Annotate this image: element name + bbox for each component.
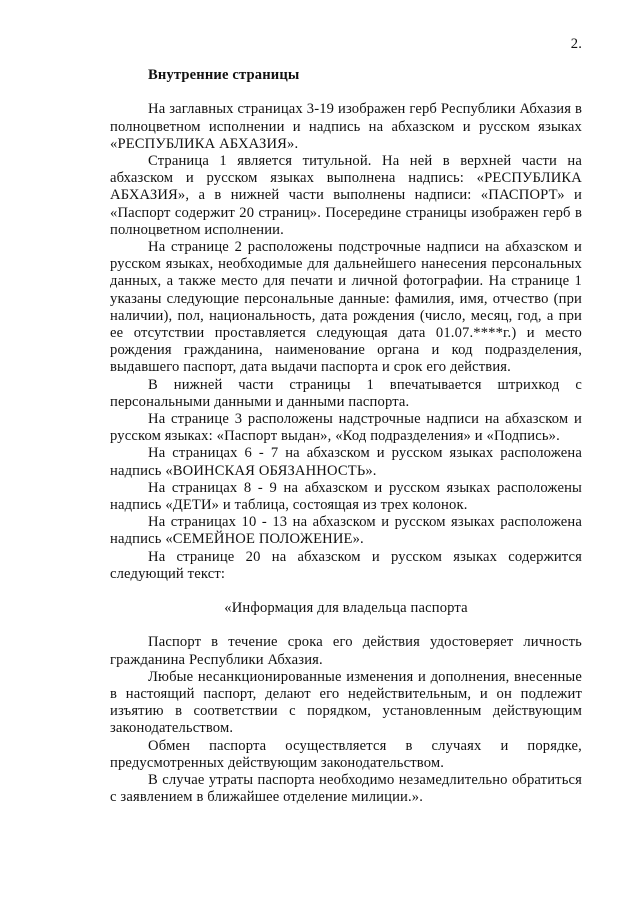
- paragraph: Любые несанкционированные изменения и дополнения, внесенные в настоящий паспорт, делают его недействительным, и он подлежит изъятию в соответствии с порядком, установленным действующим законодательством.: [110, 668, 582, 737]
- paragraph: На страницах 6 - 7 на абхазском и русском языках расположена надпись «ВОИНСКАЯ ОБЯЗАННОСТЬ».: [110, 445, 582, 479]
- paragraph: Страница 1 является титульной. На ней в верхней части на абхазском и русском языках выполнена надпись: «РЕСПУБЛИКА АБХАЗИЯ», а в нижней части выполнены надписи: «ПАСПОРТ» и «Паспорт содержит 20 страниц». Посередине страницы изображен герб в полноцветном исполнении.: [110, 153, 582, 238]
- paragraph: Обмен паспорта осуществляется в случаях и порядке, предусмотренных действующим законодательством.: [110, 737, 582, 771]
- document-content: [110, 36, 582, 806]
- section-heading: Внутренние страницы: [148, 67, 300, 84]
- paragraph: На страницах 10 - 13 на абхазском и русском языках расположена надпись «СЕМЕЙНОЕ ПОЛОЖЕНИЕ».: [110, 514, 582, 548]
- paragraph: На страницах 8 - 9 на абхазском и русском языках расположены надпись «ДЕТИ» и таблица, состоящая из трех колонок.: [110, 479, 582, 514]
- paragraph: В нижней части страницы 1 впечатывается штрихкод с персональными данными и данными паспорта.: [110, 376, 582, 410]
- paragraph: Паспорт в течение срока его действия удостоверяет личность гражданина Республики Абхазия.: [110, 634, 582, 668]
- paragraph: На заглавных страницах 3-19 изображен герб Республики Абхазия в полноцветном исполнении и надпись на абхазском и русском языках «РЕСПУБЛИКА АБХАЗИЯ».: [110, 101, 582, 152]
- paragraph: На странице 20 на абхазском и русском языках содержится следующий текст:: [110, 548, 582, 582]
- paragraph: На странице 3 расположены надстрочные надписи на абхазском и русском языках: «Паспорт выдан», «Код подразделения» и «Подпись».: [110, 411, 582, 445]
- center-heading: «Информация для владельца паспорта: [224, 600, 468, 617]
- paragraph: На странице 2 расположены подстрочные надписи на абхазском и русском языках, необходимые для дальнейшего нанесения персональных данных, а также место для печати и личной фотографии. На странице 1 указаны следующие персональные данные: фамилия, имя, отчество (при наличии), пол, национальность, дата рождения (число, месяц, год, а при ее отсутствии проставляется следующая дата 01.07.****г.) и место рождения гражданина, наименование органа и код подразделения, выдавшего паспорт, дата выдачи паспорта и срок его действия.: [110, 239, 582, 376]
- page-number: 2.: [570, 36, 582, 52]
- paragraph: В случае утраты паспорта необходимо незамедлительно обратиться с заявлением в ближайшее отделение милиции.».: [110, 771, 582, 806]
